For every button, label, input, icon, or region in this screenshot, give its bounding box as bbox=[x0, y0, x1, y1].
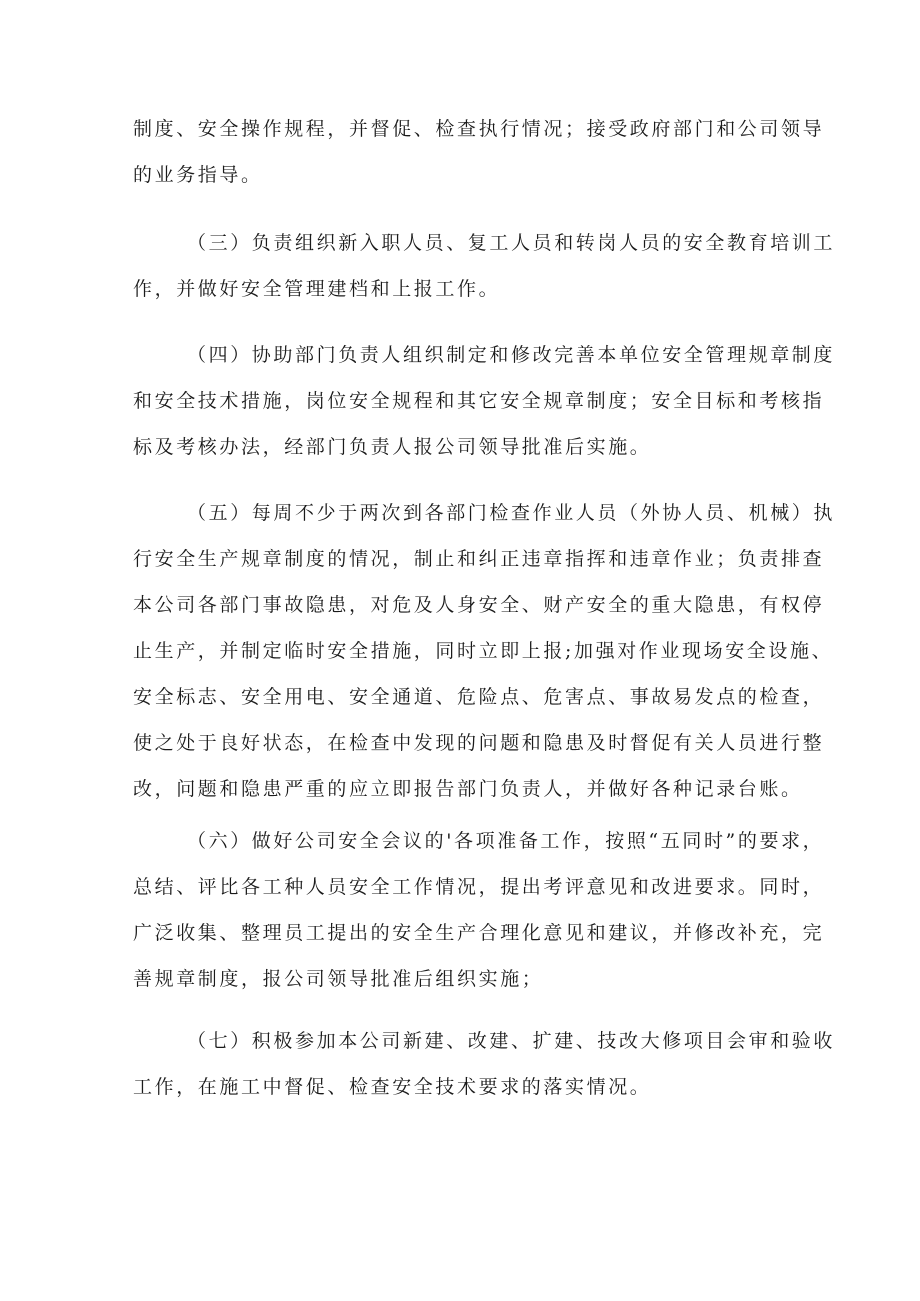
text-line: 善规章制度，报公司领导批准后组织实施； bbox=[133, 968, 544, 990]
text-line: （四）协助部门负责人组织制定和修改完善本单位安全管理规章制度 bbox=[187, 344, 836, 366]
text-line: 总结、评比各工种人员安全工作情况，提出考评意见和改进要求。同时， bbox=[133, 876, 825, 898]
text-line: 广泛收集、整理员工提出的安全生产合理化意见和建议，并修改补充，完 bbox=[133, 922, 825, 944]
paragraph-item-6 bbox=[133, 818, 825, 1002]
text-line: 改，问题和隐患严重的应立即报告部门负责人，并做好各种记录台账。 bbox=[133, 778, 803, 800]
text-line: 作，并做好安全管理建档和上报工作。 bbox=[133, 278, 501, 300]
paragraph-continuation bbox=[133, 106, 825, 198]
text-line: 标及考核办法，经部门负责人报公司领导批准后实施。 bbox=[133, 436, 652, 458]
paragraph-item-5 bbox=[133, 490, 836, 812]
text-line: 使之处于良好状态，在检查中发现的问题和隐患及时督促有关人员进行整 bbox=[133, 732, 825, 754]
text-line: （三）负责组织新入职人员、复工人员和转岗人员的安全教育培训工 bbox=[187, 232, 836, 254]
text-line: 和安全技术措施，岗位安全规程和其它安全规章制度；安全目标和考核指 bbox=[133, 390, 825, 412]
paragraph-item-4 bbox=[133, 332, 836, 470]
text-line: （六）做好公司安全会议的'各项准备工作，按照“五同时”的要求， bbox=[187, 830, 825, 852]
paragraph-item-3 bbox=[133, 220, 836, 312]
paragraph-item-7 bbox=[133, 1018, 836, 1110]
text-line: 安全标志、安全用电、安全通道、危险点、危害点、事故易发点的检查， bbox=[133, 686, 825, 708]
text-line: （五）每周不少于两次到各部门检查作业人员（外协人员、机械）执 bbox=[187, 502, 836, 524]
text-line: 止生产，并制定临时安全措施，同时立即上报;加强对作业现场安全设施、 bbox=[133, 640, 834, 662]
text-line: 制度、安全操作规程，并督促、检查执行情况；接受政府部门和公司领导 bbox=[133, 118, 825, 140]
text-line: （七）积极参加本公司新建、改建、扩建、技改大修项目会审和验收 bbox=[187, 1030, 836, 1052]
text-line: 的业务指导。 bbox=[133, 164, 263, 186]
text-line: 本公司各部门事故隐患，对危及人身安全、财产安全的重大隐患，有权停 bbox=[133, 594, 825, 616]
text-line: 行安全生产规章制度的情况，制止和纠正违章指挥和违章作业；负责排查 bbox=[133, 548, 825, 570]
text-line: 工作，在施工中督促、检查安全技术要求的落实情况。 bbox=[133, 1076, 652, 1098]
